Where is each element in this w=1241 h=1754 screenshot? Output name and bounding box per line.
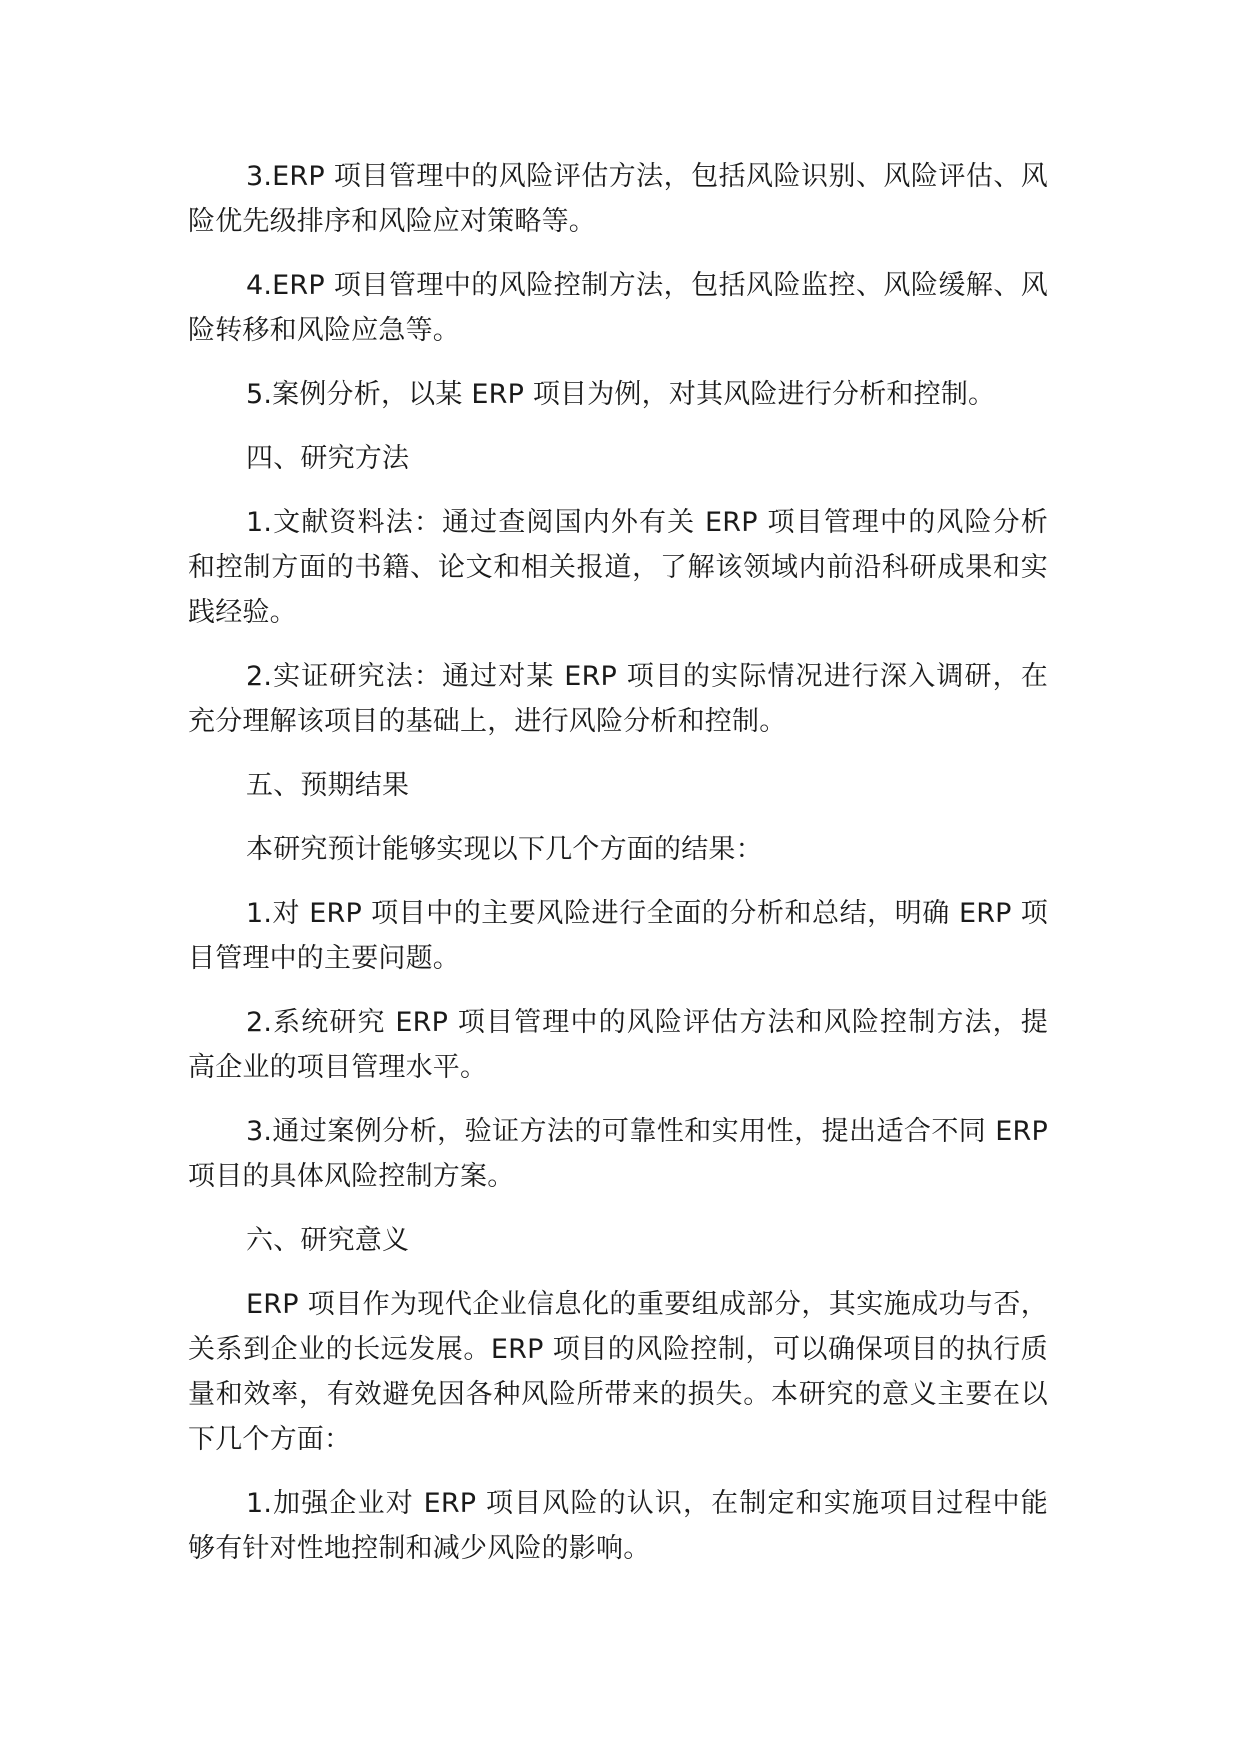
paragraph-result-1: 1.对 ERP 项目中的主要风险进行全面的分析和总结，明确 ERP 项目管理中的主要问题。 — [188, 898, 1048, 974]
document-body — [188, 154, 1048, 1590]
paragraph-significance-1: 1.加强企业对 ERP 项目风险的认识，在制定和实施项目过程中能够有针对性地控制和减少风险的影响。 — [188, 1488, 1048, 1564]
paragraph-empirical-method: 2.实证研究法：通过对某 ERP 项目的实际情况进行深入调研，在充分理解该项目的基础上，进行风险分析和控制。 — [188, 661, 1048, 737]
paragraph-significance-intro: ERP 项目作为现代企业信息化的重要组成部分，其实施成功与否，关系到企业的长远发展。ERP 项目的风险控制，可以确保项目的执行质量和效率，有效避免因各种风险所带来的损失。本研究的意义主要在以下几个方面： — [188, 1289, 1048, 1455]
section-heading-research-methods: 四、研究方法 — [246, 443, 410, 474]
paragraph-risk-assessment-methods: 3.ERP 项目管理中的风险评估方法，包括风险识别、风险评估、风险优先级排序和风险应对策略等。 — [188, 161, 1048, 237]
paragraph-result-3: 3.通过案例分析，验证方法的可靠性和实用性，提出适合不同 ERP 项目的具体风险控制方案。 — [188, 1116, 1048, 1192]
paragraph-case-analysis: 5.案例分析，以某 ERP 项目为例，对其风险进行分析和控制。 — [246, 379, 996, 410]
paragraph-risk-control-methods: 4.ERP 项目管理中的风险控制方法，包括风险监控、风险缓解、风险转移和风险应急等。 — [188, 270, 1048, 346]
section-heading-expected-results: 五、预期结果 — [246, 770, 410, 801]
paragraph-literature-method: 1.文献资料法：通过查阅国内外有关 ERP 项目管理中的风险分析和控制方面的书籍、论文和相关报道，了解该领域内前沿科研成果和实践经验。 — [188, 507, 1048, 628]
paragraph-result-2: 2.系统研究 ERP 项目管理中的风险评估方法和风险控制方法，提高企业的项目管理水平。 — [188, 1007, 1048, 1083]
paragraph-results-intro: 本研究预计能够实现以下几个方面的结果： — [246, 834, 763, 865]
section-heading-research-significance: 六、研究意义 — [246, 1225, 410, 1256]
